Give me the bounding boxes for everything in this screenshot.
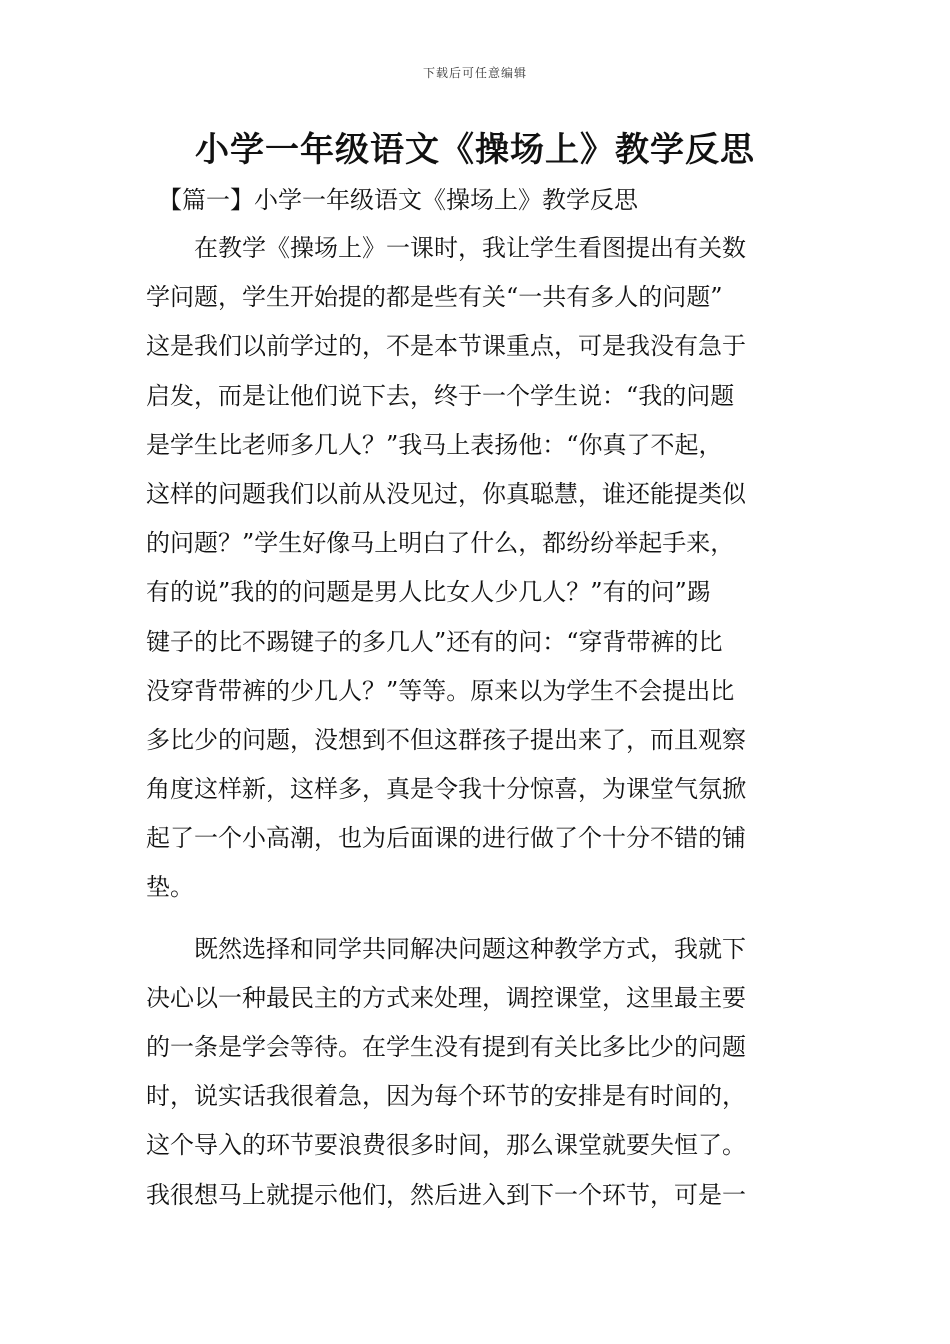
paragraph-spacer [146,913,810,925]
text-line: 键子的比不踢键子的多几人”还有的问：“穿背带裤的比 [146,627,723,656]
text-line: 多比少的问题，没想到不但这群孩子提出来了，而且观察 [146,725,746,754]
section-subtitle: 【篇一】小学一年级语文《操场上》教学反思 [158,186,638,214]
text-line: 这是我们以前学过的，不是本节课重点，可是我没有急于 [146,332,746,361]
text-line: 在教学《操场上》一课时，我让学生看图提出有关数 [146,234,746,262]
text-line: 起了一个小高潮，也为后面课的进行做了个十分不错的铺 [146,824,746,853]
body-text [146,224,810,1220]
text-line: 垫。 [146,873,194,902]
text-line: 时，说实话我很着急，因为每个环节的安排是有时间的， [146,1082,746,1111]
text-line: 决心以一种最民主的方式来处理，调控课堂，这里最主要 [146,983,746,1012]
text-line: 既然选择和同学共同解决问题这种教学方式，我就下 [146,934,746,963]
text-line: 启发，而是让他们说下去，终于一个学生说：“我的问题 [146,381,735,410]
paragraph-1 [146,224,810,913]
text-line: 有的说”我的的问题是男人比女人少几人？”有的问”踢 [146,578,711,607]
text-line: 这样的问题我们以前从没见过，你真聪慧，谁还能提类似 [146,479,746,508]
text-line: 这个导入的环节要浪费很多时间，那么课堂就要失恒了。 [146,1131,746,1160]
text-line: 的问题？”学生好像马上明白了什么，都纷纷举起手来， [146,529,735,558]
paragraph-2 [146,925,810,1220]
text-line: 没穿背带裤的少几人？”等等。原来以为学生不会提出比 [146,676,735,705]
text-line: 是学生比老师多几人？”我马上表扬他：“你真了不起， [146,430,723,459]
text-line: 学问题，学生开始提的都是些有关“一共有多人的问题” [146,283,723,312]
text-line: 我很想马上就提示他们，然后进入到下一个环节，可是一 [146,1180,746,1209]
text-line: 角度这样新，这样多，真是令我十分惊喜，为课堂气氛掀 [146,775,746,804]
header-note: 下载后可任意编辑 [422,66,527,80]
document-title: 小学一年级语文《操场上》教学反思 [195,130,755,170]
text-line: 的一条是学会等待。在学生没有提到有关比多比少的问题 [146,1033,746,1061]
